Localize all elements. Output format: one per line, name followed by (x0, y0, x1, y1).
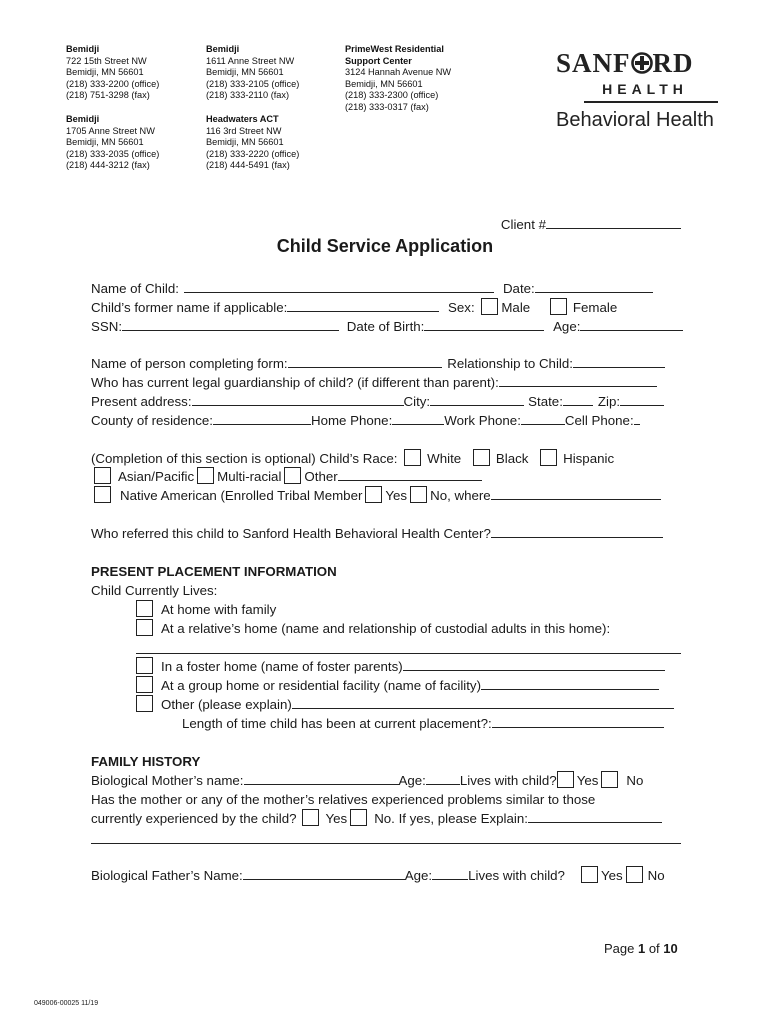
mother-lives-no-checkbox[interactable] (601, 771, 618, 788)
city-label: City: (403, 394, 431, 409)
female-label: Female (572, 300, 618, 315)
state-field[interactable] (563, 392, 593, 406)
father-age-label: Age: (404, 868, 433, 883)
father-name-label: Biological Father’s Name: (91, 868, 243, 883)
office-line: 3124 Hannah Avenue NW (345, 67, 452, 78)
race-native-checkbox[interactable] (94, 486, 111, 503)
father-lives-label: Lives with child? (468, 868, 565, 883)
office-address-1 (66, 44, 159, 102)
zip-label: Zip: (597, 394, 621, 409)
guardianship-field[interactable] (499, 373, 657, 387)
relationship-field[interactable] (573, 354, 665, 368)
row-race (91, 449, 681, 468)
county-label: County of residence: (91, 413, 213, 428)
logo-subtitle: Behavioral Health (556, 109, 714, 131)
office-title-line2: Support Center (345, 55, 412, 66)
male-checkbox[interactable] (481, 298, 498, 315)
referral-label: Who referred this child to Sanford Health Behavioral Health Center? (91, 526, 491, 541)
race-black-checkbox[interactable] (473, 449, 490, 466)
race-native-label: Native American (Enrolled Tribal Member (120, 488, 363, 503)
mother-name-label: Biological Mother’s name: (91, 773, 244, 788)
race-multi-checkbox[interactable] (197, 467, 214, 484)
logo-word-left: SANF (556, 48, 631, 78)
placement-group-field[interactable] (481, 676, 659, 690)
placement-foster-field[interactable] (403, 657, 665, 671)
office-title: Bemidji (206, 44, 240, 54)
office-line: (218) 333-2220 (office) (206, 148, 300, 159)
dob-label: Date of Birth: (346, 319, 425, 334)
office-line: 1705 Anne Street NW (66, 125, 155, 136)
relationship-label: Relationship to Child: (447, 356, 573, 371)
mother-lives-label: Lives with child? (459, 773, 557, 788)
office-line: Bemidji, MN 56601 (345, 78, 423, 89)
page-number (604, 941, 678, 956)
father-lives-no-checkbox[interactable] (626, 866, 643, 883)
placement-foster-checkbox[interactable] (136, 657, 153, 674)
office-title: PrimeWest Residential (345, 44, 444, 54)
placement-group-checkbox[interactable] (136, 676, 153, 693)
tribal-yes-label: Yes (385, 488, 408, 503)
race-other-label: Other (304, 469, 338, 484)
office-line: (218) 333-2035 (office) (66, 148, 160, 159)
father-name-field[interactable] (243, 866, 405, 880)
row-father (91, 866, 681, 885)
mother-lives-yes-label: Yes (576, 773, 599, 788)
race-multi-label: Multi-racial (217, 469, 282, 484)
race-black-label: Black (495, 451, 529, 466)
race-asian-label: Asian/Pacific (118, 469, 195, 484)
placement-relative-checkbox[interactable] (136, 619, 153, 636)
placement-other-label: Other (please explain) (161, 697, 292, 712)
placement-group-label: At a group home or residential facility (name of facility) (161, 678, 482, 693)
page-title: Child Service Application (276, 236, 494, 256)
office-line: Bemidji, MN 56601 (66, 67, 144, 78)
mother-age-field[interactable] (426, 771, 460, 785)
placement-home-label: At home with family (161, 602, 277, 617)
office-line: 722 15th Street NW (66, 55, 147, 66)
row-address (91, 392, 681, 411)
placement-other-checkbox[interactable] (136, 695, 153, 712)
office-address-3 (345, 44, 451, 114)
office-line: (218) 444-3212 (fax) (66, 160, 150, 171)
address-field[interactable] (192, 392, 404, 406)
mother-name-field[interactable] (244, 771, 399, 785)
row-race-2 (94, 467, 684, 486)
tribal-yes-checkbox[interactable] (365, 486, 382, 503)
mother-age-label: Age: (398, 773, 426, 788)
referral-field[interactable] (491, 524, 663, 538)
female-checkbox[interactable] (550, 298, 567, 315)
row-placement-home (136, 600, 726, 619)
office-line: 116 3rd Street NW (206, 125, 282, 136)
family-heading: FAMILY HISTORY (91, 754, 201, 769)
office-line: (218) 333-2200 (office) (66, 78, 160, 89)
father-lives-no-label: No (647, 868, 665, 883)
father-lives-yes-label: Yes (600, 868, 623, 883)
placement-length-label: Length of time child has been at current placement?: (182, 716, 492, 731)
mother-lives-yes-checkbox[interactable] (557, 771, 574, 788)
tribal-no-checkbox[interactable] (410, 486, 427, 503)
logo-word-right: RD (652, 48, 694, 78)
office-line: (218) 751-3298 (fax) (66, 90, 150, 101)
sanford-health-logo (556, 48, 728, 132)
page-current: 1 (637, 941, 646, 956)
work-phone-field[interactable] (521, 411, 565, 425)
row-referral (91, 524, 681, 543)
father-lives-yes-checkbox[interactable] (581, 866, 598, 883)
office-line: (218) 333-2110 (fax) (206, 90, 290, 101)
child-name-field[interactable] (184, 279, 494, 293)
race-hispanic-label: Hispanic (563, 451, 615, 466)
age-label: Age: (553, 319, 581, 334)
date-label: Date: (502, 281, 535, 296)
zip-field[interactable] (620, 392, 664, 406)
row-mother-question-2 (91, 809, 681, 828)
race-prompt: (Completion of this section is optional) Child’s Race: (91, 451, 398, 466)
client-number-label: Client # (500, 217, 546, 232)
child-name-label: Name of Child: (91, 281, 179, 296)
office-line: Bemidji, MN 56601 (206, 137, 284, 148)
race-other-checkbox[interactable] (284, 467, 301, 484)
age-field[interactable] (580, 317, 683, 331)
mother-problems-yes-checkbox[interactable] (302, 809, 319, 826)
mother-explain-field[interactable] (528, 809, 662, 823)
home-phone-field[interactable] (392, 411, 444, 425)
county-field[interactable] (213, 411, 311, 425)
row-ssn (91, 317, 681, 336)
row-placement-relative (136, 619, 726, 638)
cell-phone-label: Cell Phone: (564, 413, 634, 428)
placement-other-field[interactable] (292, 695, 674, 709)
row-placement-length (182, 714, 770, 733)
office-address-2 (206, 44, 299, 102)
home-phone-label: Home Phone: (310, 413, 393, 428)
office-line: (218) 444-5491 (fax) (206, 160, 290, 171)
tribal-where-field[interactable] (491, 486, 661, 500)
mother-lives-no-label: No (626, 773, 644, 788)
placement-relative-field[interactable] (136, 653, 681, 654)
office-line: (218) 333-2300 (office) (345, 90, 439, 101)
mother-problems-no-checkbox[interactable] (350, 809, 367, 826)
office-line: Bemidji, MN 56601 (206, 67, 284, 78)
race-hispanic-checkbox[interactable] (540, 449, 557, 466)
person-completing-field[interactable] (288, 354, 442, 368)
placement-relative-label: At a relative’s home (name and relationship of custodial adults in this home): (161, 621, 611, 636)
logo-wordmark (556, 48, 728, 78)
race-other-field[interactable] (338, 467, 482, 481)
cell-phone-field[interactable] (634, 411, 640, 425)
row-guardianship (91, 373, 681, 392)
sex-label: Sex: (448, 300, 475, 315)
mother-problems-yes-label: Yes (325, 811, 348, 826)
logo-health: HEALTH (602, 81, 688, 97)
address-label: Present address: (91, 394, 192, 409)
father-age-field[interactable] (432, 866, 468, 880)
race-white-label: White (427, 451, 462, 466)
office-address-4 (66, 114, 159, 172)
race-asian-checkbox[interactable] (94, 467, 111, 484)
client-number-field[interactable] (546, 215, 681, 229)
row-mother (91, 771, 681, 790)
page-prefix: Page (604, 941, 638, 956)
mother-problems-no-label: No. If yes, please Explain: (374, 811, 528, 826)
placement-foster-label: In a foster home (name of foster parents) (161, 659, 403, 674)
office-address-5 (206, 114, 299, 172)
guardianship-label: Who has current legal guardianship of child? (if different than parent): (91, 375, 499, 390)
office-line: (218) 333-0317 (fax) (345, 101, 429, 112)
tribal-no-label: No, where (430, 488, 491, 503)
work-phone-label: Work Phone: (444, 413, 521, 428)
row-person-completing (91, 354, 681, 373)
row-child-name (91, 279, 681, 298)
ssn-field[interactable] (122, 317, 339, 331)
placement-length-field[interactable] (492, 714, 664, 728)
office-line: Bemidji, MN 56601 (66, 137, 144, 148)
row-placement-foster (136, 657, 726, 676)
former-name-field[interactable] (287, 298, 439, 312)
state-label: State: (528, 394, 563, 409)
form-code: 049006-00025 11/19 (34, 1000, 99, 1007)
logo-divider (584, 101, 718, 103)
office-line: (218) 333-2105 (office) (206, 78, 300, 89)
row-race-3 (94, 486, 684, 505)
office-title: Headwaters ACT (206, 114, 279, 124)
person-completing-label: Name of person completing form: (91, 356, 288, 371)
placement-lives-label: Child Currently Lives: (91, 583, 218, 598)
row-placement-other (136, 695, 726, 714)
row-former-name (91, 298, 681, 317)
placement-home-checkbox[interactable] (136, 600, 153, 617)
former-name-label: Child’s former name if applicable: (91, 300, 288, 315)
office-title: Bemidji (66, 44, 100, 54)
city-field[interactable] (430, 392, 524, 406)
client-number-row (91, 215, 681, 234)
page-total: 10 (663, 941, 678, 956)
mother-question-label: currently experienced by the child? (91, 811, 297, 826)
mother-explain-line-2[interactable] (91, 843, 681, 844)
row-mother-question-1: Has the mother or any of the mother’s relatives experienced problems similar to those (91, 792, 596, 807)
ssn-label: SSN: (91, 319, 123, 334)
logo-cross-icon (631, 52, 653, 74)
office-line: 1611 Anne Street NW (206, 55, 295, 66)
date-field[interactable] (535, 279, 653, 293)
male-label: Male (501, 300, 531, 315)
race-white-checkbox[interactable] (404, 449, 421, 466)
row-placement-group (136, 676, 726, 695)
page-of: of (645, 941, 664, 956)
row-county-phones (91, 411, 681, 430)
office-title: Bemidji (66, 114, 100, 124)
placement-heading: PRESENT PLACEMENT INFORMATION (91, 564, 337, 579)
dob-field[interactable] (424, 317, 544, 331)
